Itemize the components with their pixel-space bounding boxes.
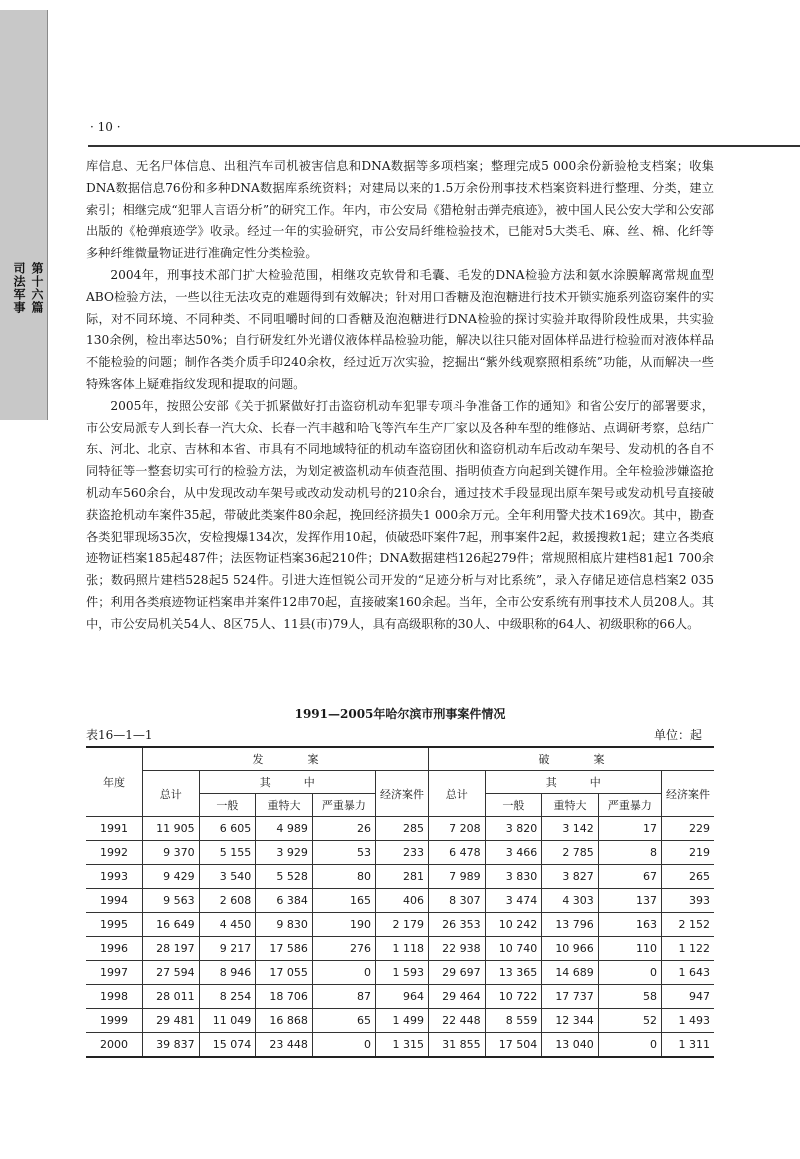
value-cell: 2 608 <box>199 889 256 913</box>
value-cell: 3 827 <box>542 865 599 889</box>
paragraph: 2005年，按照公安部《关于抓紧做好打击盗窃机动车犯罪专项斗争准备工作的通知》和省公安厅的部署要求，市公安局派专人到长春一汽大众、长春一汽丰越和哈飞等汽车生产厂家以及各种车型的维修站、点调研考察，总结广东、河北、北京、吉林和本省、市具有不同地域特征的机动车盗窃团伙和盗窃机动车后改动车架号、发动机的各自不同特征等一整套切实可行的检验方法，为划定被盗机动车侦查范围、指明侦查方向起到关键作用。全年检验涉嫌盗抢机动车560余台，从中发现改动车架号或改动发动机号的210余台，通过技术手段显现出原车架号或发动机号直接破获盗抢机动车案件35起，带破此类案件80余起，挽回经济损失1 000余万元。全年利用警犬技术169次。其中，勘查各类犯罪现场35次，安检搜爆134次，发挥作用10起，侦破恐吓案件7起，刑事案件2起，救援搜救1起；建立各类痕迹物证档案185起487件；法医物证档案36起210件；DNA数据建档126起279件；常规照相底片建档81起1 700余张；数码照片建档528起5 524件。引进大连恒锐公司开发的“足迹分析与对比系统”，录入存储足迹信息档案2 035件；利用各类痕迹物证档案串并案件12串70起，直接破案160余起。当年，全市公安系统有刑事技术人员208人。其中，市公安局机关54人、8区75人、11县(市)79人，具有高级职称的30人、中级职称的64人、初级职称的66人。 <box>86 398 714 631</box>
year-cell: 1994 <box>86 889 143 913</box>
value-cell: 31 855 <box>428 1033 485 1058</box>
value-cell: 29 464 <box>428 985 485 1009</box>
value-cell: 11 905 <box>143 817 200 841</box>
value-cell: 276 <box>312 937 375 961</box>
value-cell: 22 448 <box>428 1009 485 1033</box>
value-cell: 14 689 <box>542 961 599 985</box>
value-cell: 17 504 <box>485 1033 542 1058</box>
year-cell: 1995 <box>86 913 143 937</box>
paragraph: 2004年，刑事技术部门扩大检验范围，相继攻克软骨和毛囊、毛发的DNA检验方法和氨水涂膜解离常规血型ABO检验方法，一些以往无法攻克的难题得到有效解决；针对用口香糖及泡泡糖进行技术开锁实施系列盗窃案件的实际，对不同环境、不同种类、不同咀嚼时间的口香糖及泡泡糖进行DNA检验的探讨实验并取得阶段性成果，共实验130余例，检出率达50%；自行研发红外光谱仪液体样品检验功能，解决以往只能对固体样品进行检验而对液体样品不能检验的问题；制作各类介质手印240余枚，经过近万次实验，挖掘出“紫外线观察照相系统”功能，从而解决一些特殊客体上疑难指纹发现和提取的问题。 <box>86 267 714 391</box>
value-cell: 16 649 <box>143 913 200 937</box>
header-po-jingji: 经济案件 <box>662 771 715 817</box>
header-po-total: 总计 <box>428 771 485 817</box>
value-cell: 65 <box>312 1009 375 1033</box>
table-title: 1991—2005年哈尔滨市刑事案件情况 <box>294 707 506 721</box>
value-cell: 233 <box>375 841 428 865</box>
value-cell: 1 593 <box>375 961 428 985</box>
value-cell: 28 197 <box>143 937 200 961</box>
value-cell: 1 118 <box>375 937 428 961</box>
value-cell: 29 481 <box>143 1009 200 1033</box>
value-cell: 8 307 <box>428 889 485 913</box>
value-cell: 12 344 <box>542 1009 599 1033</box>
chapter-side-label <box>12 262 46 314</box>
value-cell: 22 938 <box>428 937 485 961</box>
side-label-section: 司法军事 <box>12 262 26 314</box>
table-row <box>86 1009 714 1033</box>
value-cell: 26 <box>312 817 375 841</box>
value-cell: 17 055 <box>256 961 313 985</box>
value-cell: 3 466 <box>485 841 542 865</box>
value-cell: 1 493 <box>662 1009 715 1033</box>
value-cell: 137 <box>598 889 661 913</box>
value-cell: 6 478 <box>428 841 485 865</box>
chapter-side-tab <box>0 10 48 420</box>
side-label-part: 第十六篇 <box>30 262 44 314</box>
year-cell: 1991 <box>86 817 143 841</box>
value-cell: 190 <box>312 913 375 937</box>
value-cell: 0 <box>598 961 661 985</box>
value-cell: 29 697 <box>428 961 485 985</box>
header-po: 破 案 <box>428 747 714 771</box>
year-cell: 1997 <box>86 961 143 985</box>
value-cell: 3 540 <box>199 865 256 889</box>
value-cell: 11 049 <box>199 1009 256 1033</box>
table-row <box>86 961 714 985</box>
header-year: 年度 <box>86 747 143 817</box>
table-row <box>86 913 714 937</box>
value-cell: 110 <box>598 937 661 961</box>
year-cell: 1998 <box>86 985 143 1009</box>
value-cell: 13 040 <box>542 1033 599 1058</box>
table-unit: 单位：起 <box>654 728 703 742</box>
year-cell: 1996 <box>86 937 143 961</box>
value-cell: 8 <box>598 841 661 865</box>
value-cell: 6 605 <box>199 817 256 841</box>
value-cell: 4 450 <box>199 913 256 937</box>
header-rule <box>88 145 800 147</box>
value-cell: 9 429 <box>143 865 200 889</box>
value-cell: 53 <box>312 841 375 865</box>
value-cell: 23 448 <box>256 1033 313 1058</box>
header-fa-yanzhong: 严重暴力 <box>312 794 375 817</box>
value-cell: 5 528 <box>256 865 313 889</box>
body-text <box>86 156 714 636</box>
value-cell: 7 208 <box>428 817 485 841</box>
value-cell: 1 311 <box>662 1033 715 1058</box>
value-cell: 0 <box>598 1033 661 1058</box>
value-cell: 10 722 <box>485 985 542 1009</box>
value-cell: 393 <box>662 889 715 913</box>
value-cell: 17 <box>598 817 661 841</box>
value-cell: 8 559 <box>485 1009 542 1033</box>
header-fa: 发 案 <box>143 747 429 771</box>
value-cell: 10 242 <box>485 913 542 937</box>
value-cell: 9 830 <box>256 913 313 937</box>
value-cell: 52 <box>598 1009 661 1033</box>
value-cell: 229 <box>662 817 715 841</box>
value-cell: 39 837 <box>143 1033 200 1058</box>
value-cell: 1 122 <box>662 937 715 961</box>
table-row <box>86 937 714 961</box>
value-cell: 27 594 <box>143 961 200 985</box>
table-row <box>86 817 714 841</box>
header-po-yanzhong: 严重暴力 <box>598 794 661 817</box>
value-cell: 4 303 <box>542 889 599 913</box>
header-fa-total: 总计 <box>143 771 200 817</box>
value-cell: 58 <box>598 985 661 1009</box>
value-cell: 947 <box>662 985 715 1009</box>
value-cell: 3 142 <box>542 817 599 841</box>
table-row <box>86 1033 714 1058</box>
value-cell: 3 474 <box>485 889 542 913</box>
value-cell: 3 929 <box>256 841 313 865</box>
header-fa-qizhong: 其 中 <box>199 771 375 794</box>
value-cell: 67 <box>598 865 661 889</box>
header-po-zhongteda: 重特大 <box>542 794 599 817</box>
value-cell: 2 785 <box>542 841 599 865</box>
value-cell: 1 315 <box>375 1033 428 1058</box>
page-number: · 10 · <box>90 120 121 134</box>
value-cell: 964 <box>375 985 428 1009</box>
value-cell: 13 796 <box>542 913 599 937</box>
value-cell: 0 <box>312 1033 375 1058</box>
value-cell: 1 643 <box>662 961 715 985</box>
header-fa-jingji: 经济案件 <box>375 771 428 817</box>
paragraph: 库信息、无名尸体信息、出租汽车司机被害信息和DNA数据等多项档案；整理完成5 000余份新验枪支档案；收集DNA数据信息76份和多种DNA数据库系统资料；对建局以来的1.5万余份刑事技术档案资料进行整理、分类，建立索引；相继完成“犯罪人言语分析”的研究工作。年内，市公安局《猎枪射击弹壳痕迹》，被中国人民公安大学和公安部出版的《枪弹痕迹学》收录。经过一年的实验研究，市公安局纤维检验技术，已能对5大类毛、麻、丝、棉、化纤等多种纤维微量物证进行准确定性分类检验。 <box>86 159 714 261</box>
value-cell: 7 989 <box>428 865 485 889</box>
table-row <box>86 865 714 889</box>
year-cell: 1993 <box>86 865 143 889</box>
table-body <box>86 817 714 1058</box>
value-cell: 163 <box>598 913 661 937</box>
value-cell: 219 <box>662 841 715 865</box>
value-cell: 26 353 <box>428 913 485 937</box>
value-cell: 406 <box>375 889 428 913</box>
value-cell: 3 830 <box>485 865 542 889</box>
header-fa-zhongteda: 重特大 <box>256 794 313 817</box>
table-row <box>86 841 714 865</box>
value-cell: 2 179 <box>375 913 428 937</box>
year-cell: 2000 <box>86 1033 143 1058</box>
year-cell: 1992 <box>86 841 143 865</box>
value-cell: 15 074 <box>199 1033 256 1058</box>
value-cell: 10 966 <box>542 937 599 961</box>
header-po-qizhong: 其 中 <box>485 771 661 794</box>
value-cell: 4 989 <box>256 817 313 841</box>
value-cell: 265 <box>662 865 715 889</box>
year-cell: 1999 <box>86 1009 143 1033</box>
value-cell: 9 370 <box>143 841 200 865</box>
value-cell: 87 <box>312 985 375 1009</box>
table-row <box>86 985 714 1009</box>
header-fa-yiban: 一般 <box>199 794 256 817</box>
value-cell: 1 499 <box>375 1009 428 1033</box>
value-cell: 17 586 <box>256 937 313 961</box>
value-cell: 165 <box>312 889 375 913</box>
value-cell: 0 <box>312 961 375 985</box>
value-cell: 8 254 <box>199 985 256 1009</box>
value-cell: 13 365 <box>485 961 542 985</box>
value-cell: 17 737 <box>542 985 599 1009</box>
value-cell: 6 384 <box>256 889 313 913</box>
value-cell: 28 011 <box>143 985 200 1009</box>
table-row <box>86 889 714 913</box>
value-cell: 2 152 <box>662 913 715 937</box>
value-cell: 9 217 <box>199 937 256 961</box>
value-cell: 281 <box>375 865 428 889</box>
value-cell: 3 820 <box>485 817 542 841</box>
value-cell: 9 563 <box>143 889 200 913</box>
value-cell: 8 946 <box>199 961 256 985</box>
value-cell: 16 868 <box>256 1009 313 1033</box>
value-cell: 5 155 <box>199 841 256 865</box>
value-cell: 285 <box>375 817 428 841</box>
value-cell: 10 740 <box>485 937 542 961</box>
header-po-yiban: 一般 <box>485 794 542 817</box>
value-cell: 80 <box>312 865 375 889</box>
crime-case-table <box>86 746 714 1058</box>
value-cell: 18 706 <box>256 985 313 1009</box>
table-label: 表16—1—1 <box>86 728 153 742</box>
